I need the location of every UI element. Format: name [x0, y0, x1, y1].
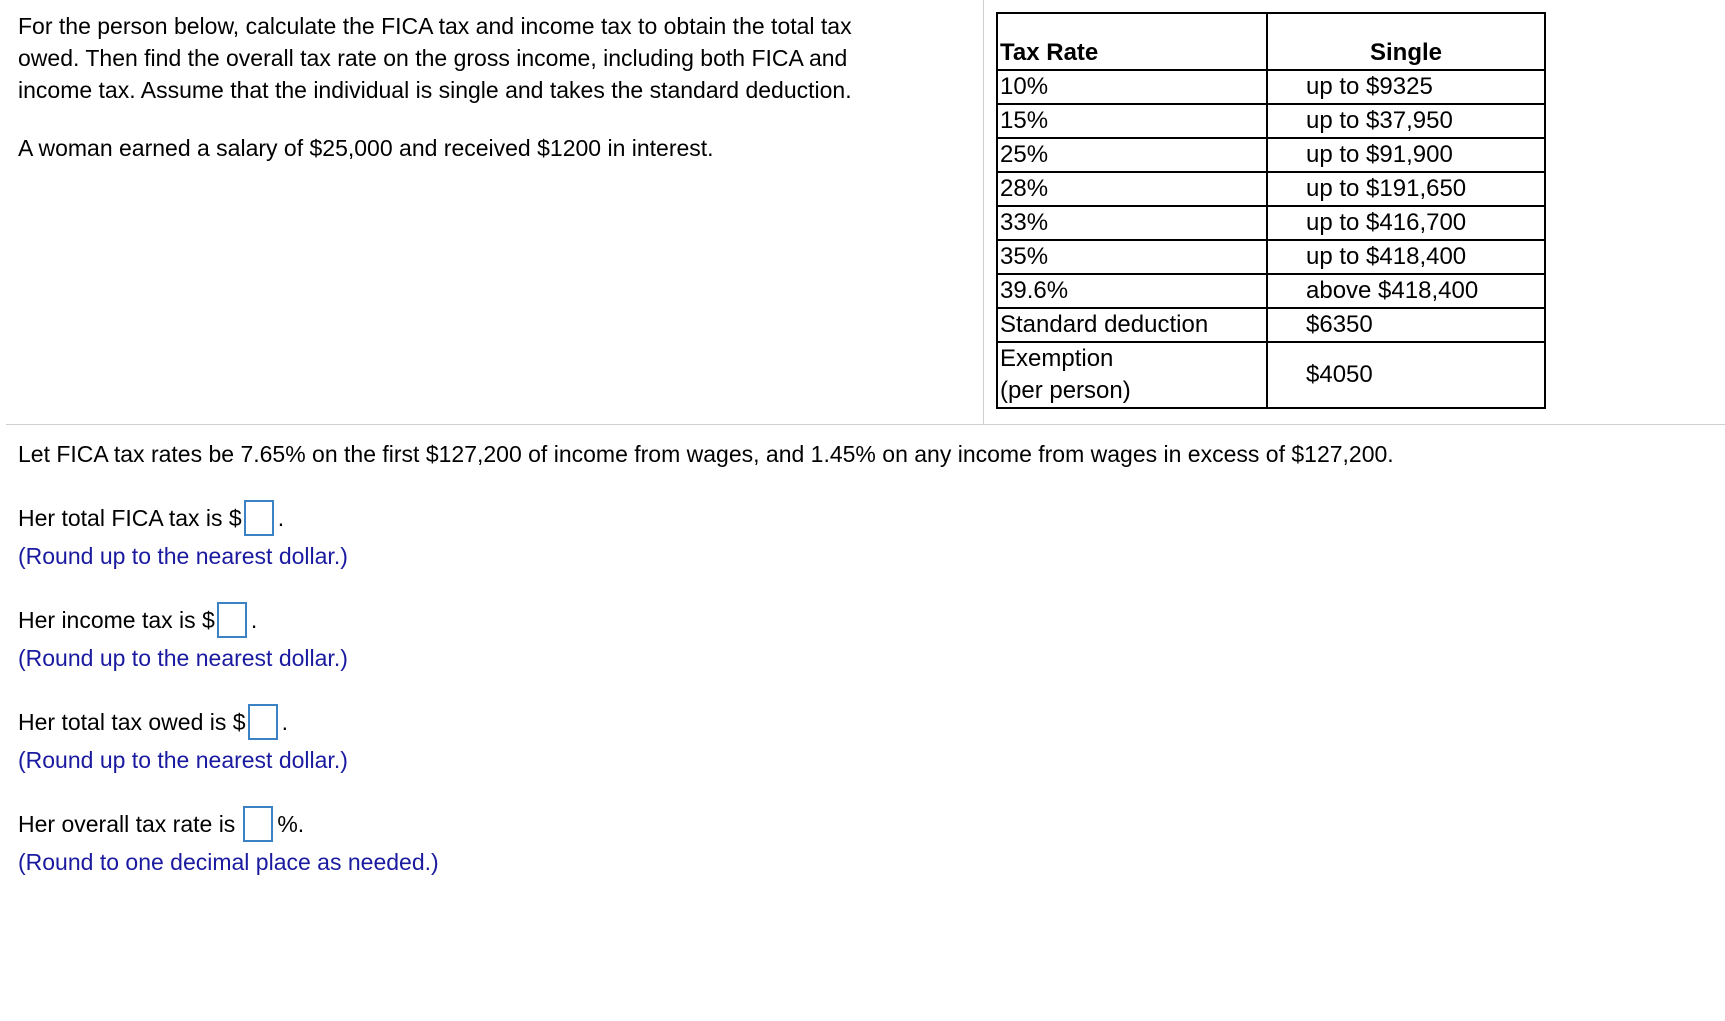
problem-statement: [18, 10, 978, 106]
exemption-label: [997, 342, 1267, 408]
total-tax-rounding-note: (Round up to the nearest dollar.): [18, 747, 348, 773]
single-cell: above $418,400: [1267, 274, 1545, 308]
rate-cell: 10%: [997, 70, 1267, 104]
question-text: Her total FICA tax is $: [18, 505, 242, 531]
overall-rate-rounding-note: (Round to one decimal place as needed.): [18, 849, 439, 875]
question-total-tax: [18, 704, 288, 740]
question-suffix: .: [250, 607, 258, 633]
question-fica: [18, 500, 284, 536]
table-row: [997, 308, 1545, 342]
header-tax-rate: Tax Rate: [997, 13, 1267, 70]
rate-cell: 25%: [997, 138, 1267, 172]
table-row: [997, 138, 1545, 172]
fica-info: Let FICA tax rates be 7.65% on the first $127,200 of income from wages, and 1.45% on any income from wages in excess of $127,200.: [18, 441, 1394, 467]
table-row: [997, 172, 1545, 206]
single-cell: up to $9325: [1267, 70, 1545, 104]
table-row-exemption: [997, 342, 1545, 408]
question-text: Her total tax owed is $: [18, 709, 246, 735]
single-cell: up to $418,400: [1267, 240, 1545, 274]
overall-rate-answer-input[interactable]: [243, 806, 273, 842]
single-cell: up to $416,700: [1267, 206, 1545, 240]
question-suffix: %.: [277, 811, 305, 837]
single-cell: $6350: [1267, 308, 1545, 342]
income-tax-answer-input[interactable]: [217, 602, 247, 638]
exemption-line-2: (per person): [1000, 377, 1131, 404]
exemption-line-1: Exemption: [1000, 345, 1114, 372]
question-text: Her income tax is $: [18, 607, 215, 633]
income-tax-rounding-note: (Round up to the nearest dollar.): [18, 645, 348, 671]
question-text: Her overall tax rate is: [18, 811, 236, 837]
single-cell: up to $37,950: [1267, 104, 1545, 138]
table-row: [997, 104, 1545, 138]
intro-line-1: For the person below, calculate the FICA tax and income tax to obtain the total tax: [18, 13, 852, 39]
rate-cell: 28%: [997, 172, 1267, 206]
table-row: [997, 240, 1545, 274]
table-row: [997, 274, 1545, 308]
exemption-value: $4050: [1267, 342, 1545, 408]
rate-cell: 33%: [997, 206, 1267, 240]
person-description: A woman earned a salary of $25,000 and received $1200 in interest.: [18, 135, 714, 161]
question-suffix: .: [277, 505, 285, 531]
intro-line-2: owed. Then find the overall tax rate on the gross income, including both FICA and: [18, 45, 848, 71]
table-header-row: [997, 13, 1545, 70]
table-row: [997, 70, 1545, 104]
horizontal-divider: [6, 424, 1725, 425]
total-tax-answer-input[interactable]: [248, 704, 278, 740]
fica-rounding-note: (Round up to the nearest dollar.): [18, 543, 348, 569]
single-cell: up to $191,650: [1267, 172, 1545, 206]
table-row: [997, 206, 1545, 240]
fica-answer-input[interactable]: [244, 500, 274, 536]
rate-cell: 39.6%: [997, 274, 1267, 308]
intro-line-3: income tax. Assume that the individual is single and takes the standard deduction.: [18, 77, 852, 103]
vertical-divider: [983, 0, 984, 424]
rate-cell: 35%: [997, 240, 1267, 274]
question-overall-rate: [18, 806, 304, 842]
rate-cell: 15%: [997, 104, 1267, 138]
header-single: Single: [1267, 13, 1545, 70]
question-income-tax: [18, 602, 257, 638]
tax-rate-table: [996, 12, 1546, 409]
rate-cell: Standard deduction: [997, 308, 1267, 342]
question-suffix: .: [281, 709, 288, 735]
single-cell: up to $91,900: [1267, 138, 1545, 172]
